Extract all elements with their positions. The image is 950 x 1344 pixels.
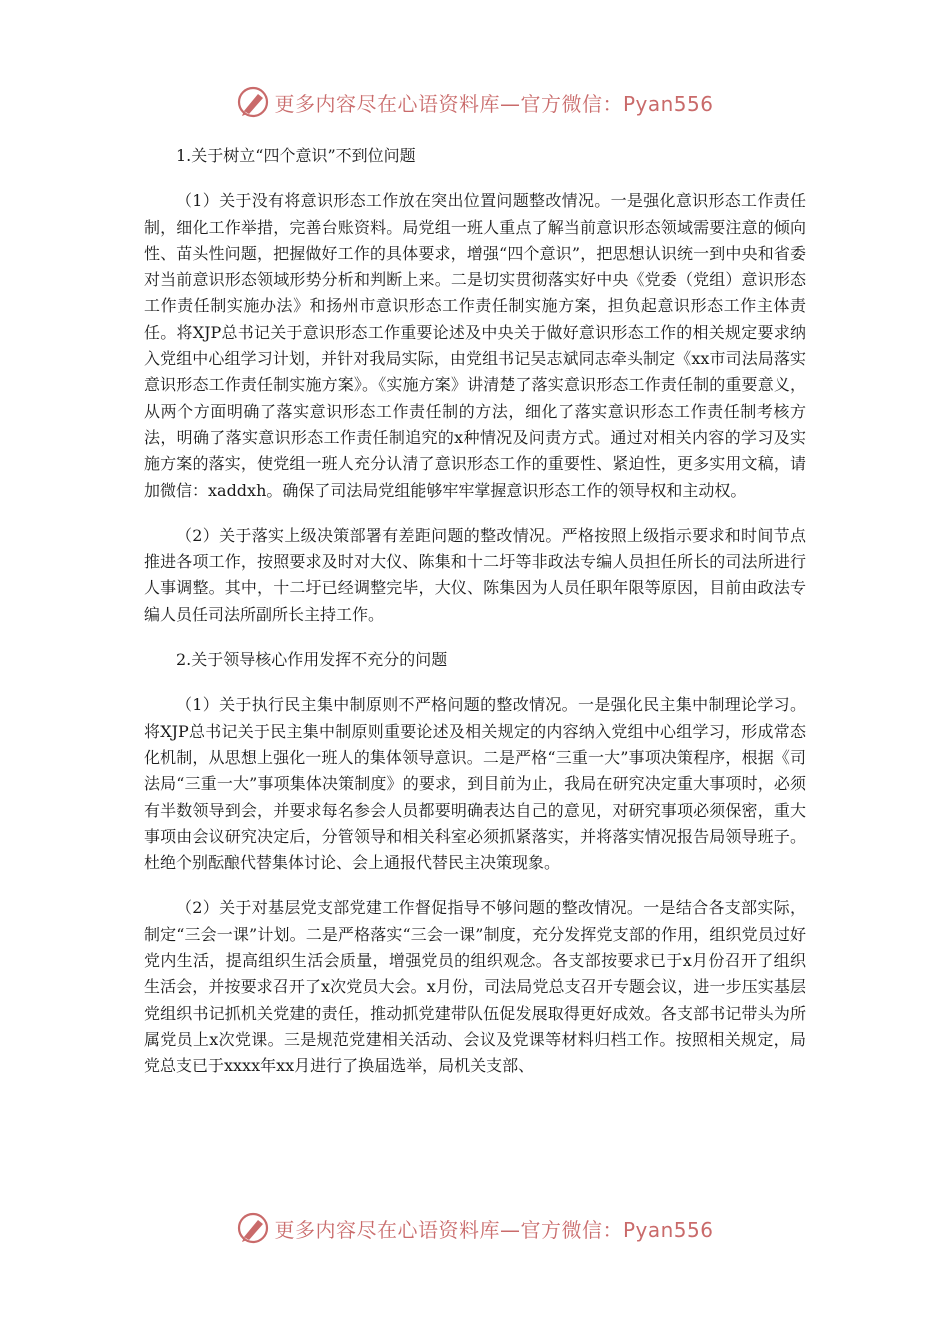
paragraph-1: （1）关于没有将意识形态工作放在突出位置问题整改情况。一是强化意识形态工作责任制，细化工作举措，完善台账资料。局党组一班人重点了解当前意识形态领域需要注意的倾向性、苗头性问题，把握做好工作的具体要求，增强“四个意识”，把思想认识统一到中央和省委对当前意识形态领域形势分析和判断上来。二是切实贯彻落实好中央《党委（党组）意识形态工作责任制实施办法》和扬州市意识形态工作责任制实施方案，担负起意识形态工作主体责任。将XJP总书记关于意识形态工作重要论述及中央关于做好意识形态工作的相关规定要求纳入党组中心组学习计划，并针对我局实际，由党组书记吴志斌同志牵头制定《xx市司法局落实意识形态工作责任制实施方案》。《实施方案》讲清楚了落实意识形态工作责任制的重要意义，从两个方面明确了落实意识形态工作责任制的方法，细化了落实意识形态工作责任制考核方法，明确了落实意识形态工作责任制追究的x种情况及问责方式。通过对相关内容的学习及实施方案的落实，使党组一班人充分认清了意识形态工作的重要性、紧迫性，更多实用文稿，请加微信：xaddxh。确保了司法局党组能够牢牢掌握意识形态工作的领导权和主动权。 [144, 191, 806, 500]
section-heading-2: 2.关于领导核心作用发挥不充分的问题 [176, 650, 448, 670]
pen-nib-logo-icon [236, 85, 270, 119]
paragraph-4: （2）关于对基层党支部党建工作督促指导不够问题的整改情况。一是结合各支部实际，制定“三会一课”计划。二是严格落实“三会一课”制度，充分发挥党支部的作用，组织党员过好党内生活，提高组织生活会质量，增强党员的组织观念。各支部按要求已于x月份召开了组织生活会，并按要求召开了x次党员大会。x月份，司法局党总支召开专题会议，进一步压实基层党组织书记抓机关党建的责任，推动抓党建带队伍促发展取得更好成效。各支部书记带头为所属党员上x次党课。三是规范党建相关活动、会议及党课等材料归档工作。按照相关规定，局党总支已于xxxx年xx月进行了换届选举，局机关支部、 [144, 898, 806, 1076]
paragraph-2: （2）关于落实上级决策部署有差距问题的整改情况。严格按照上级指示要求和时间节点推进各项工作，按照要求及时对大仪、陈集和十二圩等非政法专编人员担任所长的司法所进行人事调整。其中，十二圩已经调整完毕，大仪、陈集因为人员任职年限等原因，目前由政法专编人员任司法所副所长主持工作。 [144, 525, 806, 624]
banner-text: 更多内容尽在心语资料库—官方微信：Pyan556 [274, 91, 714, 116]
section-heading-1: 1.关于树立“四个意识”不到位问题 [176, 146, 416, 165]
pen-nib-logo-icon [236, 1211, 270, 1245]
banner-text: 更多内容尽在心语资料库—官方微信：Pyan556 [274, 1217, 714, 1242]
paragraph-3: （1）关于执行民主集中制原则不严格问题的整改情况。一是强化民主集中制理论学习。将XJP总书记关于民主集中制原则重要论述及相关规定的内容纳入党组中心组学习，形成常态化机制，从思想上强化一班人的集体领导意识。二是严格“三重一大”事项决策程序，根据《司法局“三重一大”事项集体决策制度》的要求，到目前为止，我局在研究决定重大事项时，必须有半数领导到会，并要求每名参会人员都要明确表达自己的意见，对研究事项必须保密，重大事项由会议研究决定后，分管领导和相关科室必须抓紧落实，并将落实情况报告局领导班子。杜绝个别酝酿代替集体讨论、会上通报代替民主决策现象。 [144, 695, 806, 873]
header-banner [0, 82, 950, 122]
document-body [144, 143, 806, 1099]
footer-banner [0, 1208, 950, 1248]
